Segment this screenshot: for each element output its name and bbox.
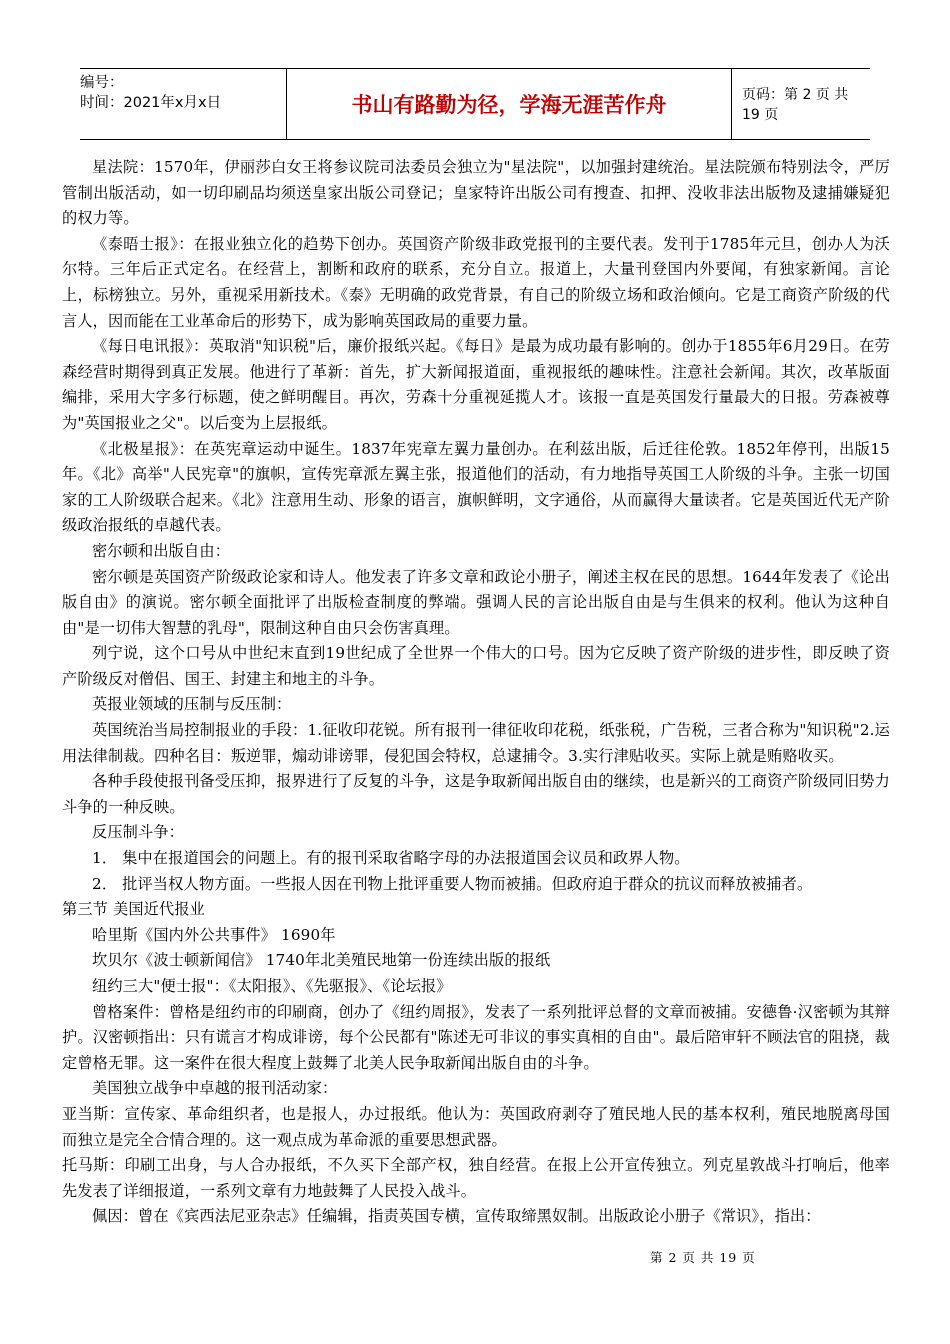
time-label: 时间：2021年x月x日 bbox=[80, 95, 222, 111]
list-item: 2． 批评当权人物方面。一些报人因在刊物上批评重要人物而被捕。但政府迫于群众的抗议而释放被捕者。 bbox=[92, 874, 813, 893]
section-heading: 反压制斗争： bbox=[92, 823, 185, 842]
page-header bbox=[80, 68, 870, 140]
paragraph: 《每日电讯报》：英取消"知识税"后，廉价报纸兴起。《每日》是最为成功最有影响的。创办于1855年6月29日。在劳森经营时期得到真正发展。他进行了革新：首先，扩大新闻报道面，重视报纸的趣味性。注意社会新闻。其次，改革版面编排，采用大字多行标题，使之鲜明醒目。再次，劳森十分重视延揽人才。该报一直是英国发行量最大的日报。劳森被尊为"英国报业之父"。以后变为上层报纸。 bbox=[62, 337, 890, 432]
paragraph: 《北极星报》：在英宪章运动中诞生。1837年宪章左翼力量创办。在利兹出版，后迁往伦敦。1852年停刊，出版15年。《北》高举"人民宪章"的旗帜，宣传宪章派左翼主张，报道他们的活动，有力地指导英国工人阶级的斗争。主张一切国家的工人阶级联合起来。《北》注意用生动、形象的语言，旗帜鲜明，文字通俗，从而赢得大量读者。它是英国近代无产阶级政治报纸的卓越代表。 bbox=[62, 439, 890, 535]
paragraph: 列宁说，这个口号从中世纪末直到19世纪成了全世界一个伟大的口号。因为它反映了资产阶级的进步性，即反映了资产阶级反对僧侣、国王、封建主和地主的斗争。 bbox=[62, 644, 890, 688]
paragraph: 坎贝尔《波士顿新闻信》 1740年北美殖民地第一份连续出版的报纸 bbox=[92, 951, 551, 970]
header-info bbox=[80, 69, 286, 139]
section-heading: 英报业领域的压制与反压制： bbox=[92, 695, 292, 714]
paragraph: 《泰晤士报》：在报业独立化的趋势下创办。英国资产阶级非政党报刊的主要代表。发刊于1785年元旦，创办人为沃尔特。三年后正式定名。在经营上，割断和政府的联系，充分自立。报道上，大量刊登国内外要闻，有独家新闻。言论上，标榜独立。另外，重视采用新技术。《泰》无明确的政党背景，有自己的阶级立场和政治倾向。它是工商资产阶级的代言人，因而能在工业革命后的形势下，成为影响英国政局的重要力量。 bbox=[62, 234, 890, 330]
paragraph: 各种手段使报刊备受压抑，报界进行了反复的斗争，这是争取新闻出版自由的继续，也是新兴的工商资产阶级同旧势力斗争的一种反映。 bbox=[62, 772, 890, 816]
paragraph: 亚当斯：宣传家、革命组织者，也是报人，办过报纸。他认为：英国政府剥夺了殖民地人民的基本权利，殖民地脱离母国而独立是完全合情合理的。这一观点成为革命派的重要思想武器。 bbox=[62, 1104, 890, 1149]
chapter-section-title: 第三节 美国近代报业 bbox=[62, 900, 206, 919]
number-label: 编号： bbox=[80, 75, 124, 91]
paragraph: 星法院：1570年，伊丽莎白女王将参议院司法委员会独立为"星法院"，以加强封建统治。星法院颁布特别法令，严厉管制出版活动，如一切印刷品均须送皇家出版公司登记；皇家特许出版公司有搜查、扣押、没收非法出版物及逮捕嫌疑犯的权力等。 bbox=[62, 158, 890, 228]
document-body bbox=[62, 155, 890, 1230]
header-page-number: 页码：第 2 页 共 19 页 bbox=[742, 87, 849, 123]
list-item: 1． 集中在报道国会的问题上。有的报刊采取省略字母的办法报道国会议员和政界人物。 bbox=[92, 849, 690, 868]
section-heading: 美国独立战争中卓越的报刊活动家： bbox=[92, 1079, 338, 1098]
section-heading: 密尔顿和出版自由： bbox=[92, 541, 231, 560]
page-footer: 第 2 页 共 19 页 bbox=[650, 1250, 756, 1265]
header-motto: 书山有路勤为径，学海无涯苦作舟 bbox=[286, 69, 732, 139]
paragraph: 托马斯：印刷工出身，与人合办报纸，不久买下全部产权，独自经营。在报上公开宣传独立。列克星敦战斗打响后，他率先发表了详细报道，一系列文章有力地鼓舞了人民投入战斗。 bbox=[62, 1156, 890, 1200]
paragraph: 佩因：曾在《宾西法尼亚杂志》任编辑，指责英国专横，宣传取缔黑奴制。出版政论小册子《常识》，指出： bbox=[92, 1207, 821, 1226]
paragraph: 曾格案件：曾格是纽约市的印刷商，创办了《纽约周报》，发表了一系列批评总督的文章而被捕。安德鲁·汉密顿为其辩护。汉密顿指出：只有谎言才构成诽谤，每个公民都有"陈述无可非议的事实真相的自由"。最后陪审轩不顾法官的阻挠，裁定曾格无罪。这一案件在很大程度上鼓舞了北美人民争取新闻出版自由的斗争。 bbox=[62, 1002, 890, 1072]
paragraph: 纽约三大"便士报"：《太阳报》、《先驱报》、《论坛报》 bbox=[92, 977, 452, 995]
paragraph: 英国统治当局控制报业的手段：1.征收印花锐。所有报刊一律征收印花税，纸张税，广告税，三者合称为"知识税"2.运用法律制裁。四种名目：叛逆罪，煽动诽谤罪，侵犯国会特权，总逮捕令。3.实行津贴收买。实际上就是贿赂收买。 bbox=[62, 721, 890, 765]
paragraph: 密尔顿是英国资产阶级政论家和诗人。他发表了许多文章和政论小册子，阐述主权在民的思想。1644年发表了《论出版自由》的演说。密尔顿全面批评了出版检查制度的弊端。强调人民的言论出版自由是与生俱来的权利。他认为这种自由"是一切伟大智慧的乳母"，限制这种自由只会伤害真理。 bbox=[62, 567, 890, 637]
paragraph: 哈里斯《国内外公共事件》 1690年 bbox=[92, 925, 336, 944]
